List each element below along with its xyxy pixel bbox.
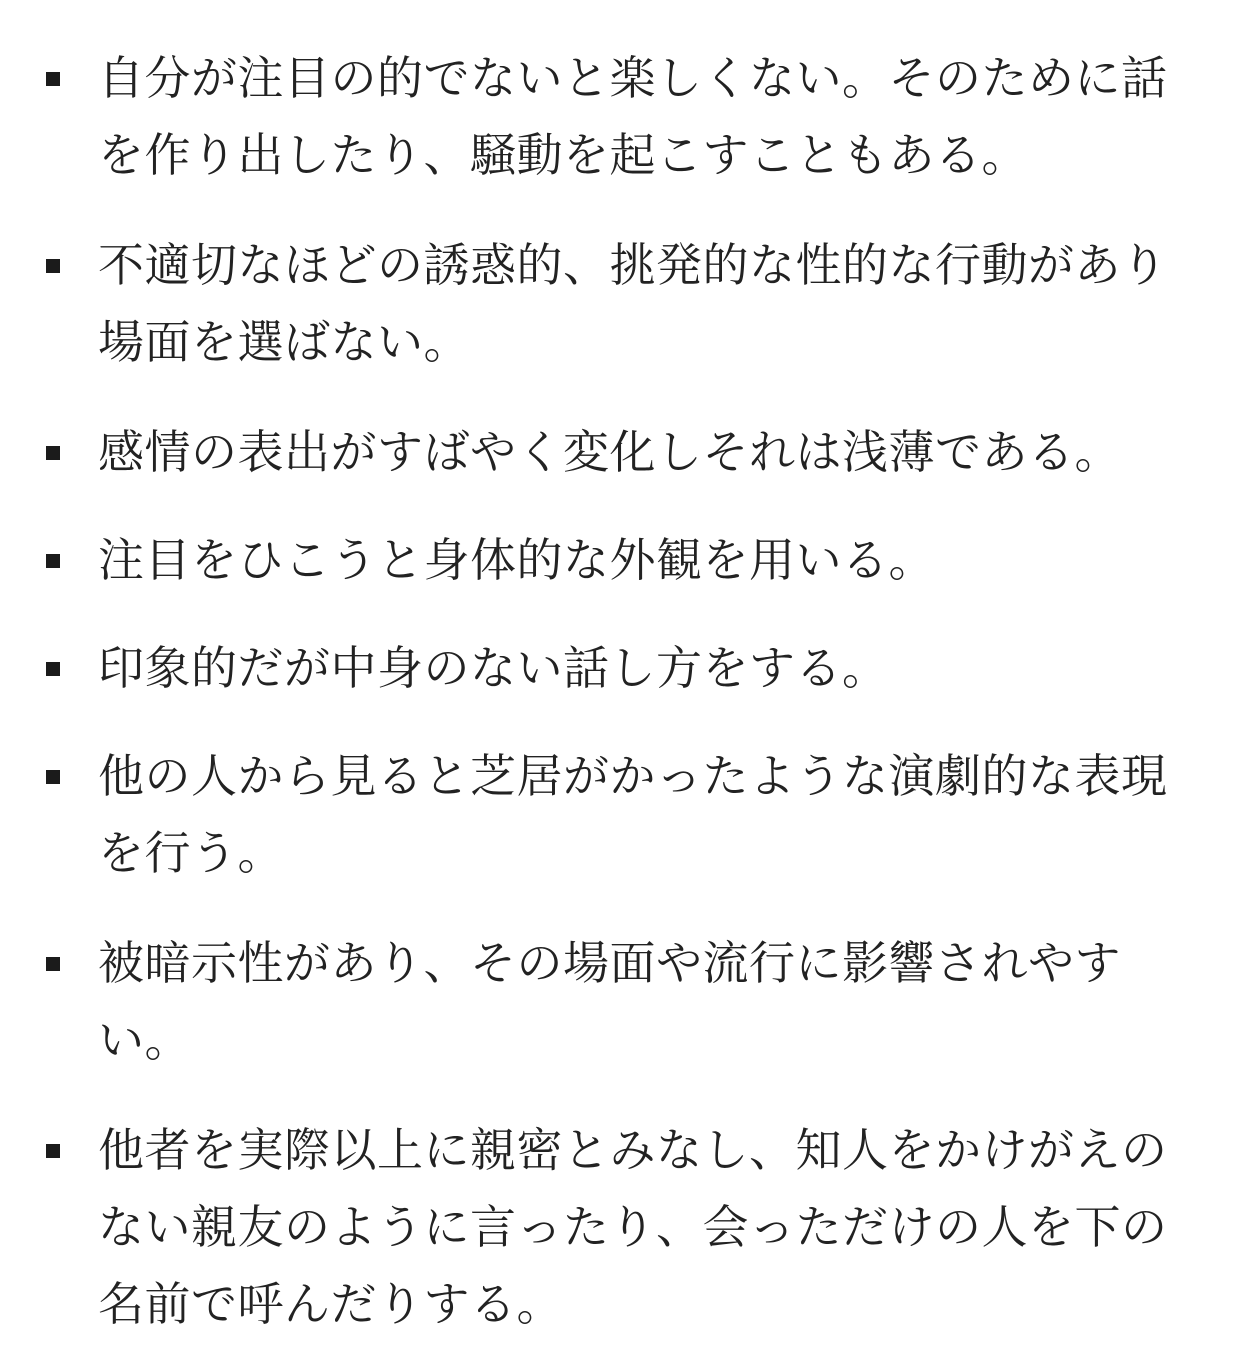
square-bullet-icon	[46, 662, 60, 676]
square-bullet-icon	[46, 72, 60, 86]
list-item-text: 注目をひこうと身体的な外観を用いる。	[98, 533, 935, 587]
list-item-text: 不適切なほどの誘惑的、挑発的な性的な行動があり場面を選ばない。	[98, 238, 1168, 369]
list-item-text: 他者を実際以上に親密とみなし、知人をかけがえのない親友のように言ったり、会っただけの人を下の名前で呼んだりする。	[98, 1123, 1168, 1331]
square-bullet-icon	[46, 554, 60, 568]
square-bullet-icon	[46, 957, 60, 971]
square-bullet-icon	[46, 259, 60, 273]
square-bullet-icon	[46, 770, 60, 784]
list-item-text: 自分が注目の的でないと楽しくない。そのために話を作り出したり、騒動を起こすこともある。	[98, 51, 1168, 182]
square-bullet-icon	[46, 1144, 60, 1158]
list-item-text: 他の人から見ると芝居がかったような演劇的な表現を行う。	[98, 749, 1168, 880]
square-bullet-icon	[46, 446, 60, 460]
list-item-text: 印象的だが中身のない話し方をする。	[98, 641, 889, 695]
list-item-text: 被暗示性があり、その場面や流行に影響されやすい。	[98, 936, 1121, 1067]
list-item-text: 感情の表出がすばやく変化しそれは浅薄である。	[98, 425, 1121, 479]
